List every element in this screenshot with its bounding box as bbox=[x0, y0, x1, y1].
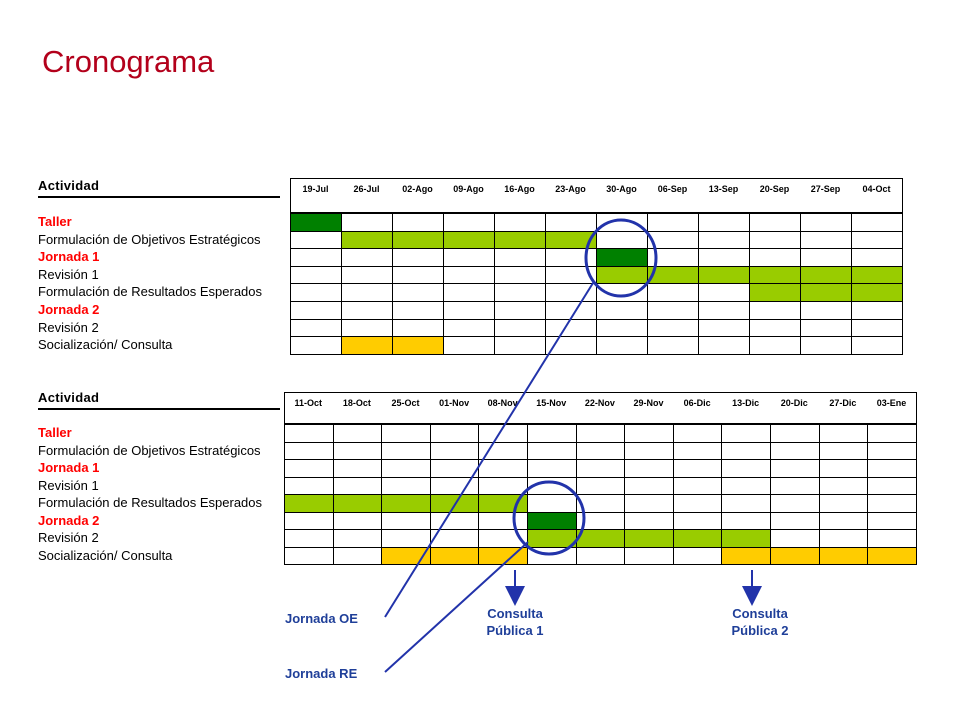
page-title: Cronograma bbox=[42, 44, 215, 79]
date-header: 11-Oct bbox=[294, 398, 323, 408]
date-header: 08-Nov bbox=[487, 398, 518, 408]
activity-header: Actividad bbox=[38, 178, 100, 193]
activity-label: Revisión 1 bbox=[38, 266, 99, 282]
date-header: 26-Jul bbox=[353, 184, 380, 194]
activity-label: Jornada 2 bbox=[38, 302, 100, 317]
activity-label: Formulación de Resultados Esperados bbox=[38, 495, 263, 510]
date-header: 16-Ago bbox=[504, 184, 535, 194]
date-header: 20-Dic bbox=[780, 398, 808, 408]
activity-label: Revisión 2 bbox=[38, 319, 99, 335]
label-jornada-re: Jornada RE bbox=[285, 666, 358, 681]
date-header: 15-Nov bbox=[536, 398, 567, 408]
activity-label: Formulación de Objetivos Estratégicos bbox=[38, 231, 261, 247]
date-header: 23-Ago bbox=[555, 184, 586, 194]
date-header: 27-Dic bbox=[829, 398, 857, 408]
date-header: 09-Ago bbox=[453, 184, 484, 194]
connector-line-oe bbox=[385, 283, 593, 617]
date-header: 27-Sep bbox=[810, 184, 841, 194]
activity-label: Socialización/ Consulta bbox=[38, 547, 173, 563]
activity-label: Formulación de Resultados Esperados bbox=[38, 284, 263, 300]
highlight-circle-jornada-1 bbox=[586, 220, 656, 296]
activity-label: Jornada 1 bbox=[38, 460, 100, 475]
label-line: Pública 2 bbox=[731, 623, 789, 638]
label-line: Consulta bbox=[732, 606, 788, 621]
label-line: Consulta bbox=[487, 606, 543, 621]
activity-label: Jornada 1 bbox=[38, 249, 100, 265]
date-header: 25-Oct bbox=[391, 398, 420, 408]
activity-label: Revisión 1 bbox=[38, 477, 99, 493]
label-jornada-oe: Jornada OE bbox=[285, 611, 358, 626]
date-header: 03-Ene bbox=[876, 398, 907, 408]
date-header: 01-Nov bbox=[439, 398, 470, 408]
activity-label: Taller bbox=[38, 425, 72, 440]
activity-label: Socialización/ Consulta bbox=[38, 337, 173, 353]
label-consulta-publica-2 bbox=[710, 605, 810, 639]
highlight-circle-jornada-2 bbox=[514, 482, 584, 554]
date-header: 29-Nov bbox=[633, 398, 664, 408]
date-header: 06-Dic bbox=[683, 398, 711, 408]
activity-label: Taller bbox=[38, 214, 72, 229]
date-header: 13-Sep bbox=[708, 184, 739, 194]
date-header: 13-Dic bbox=[732, 398, 760, 408]
date-header: 19-Jul bbox=[302, 184, 329, 194]
date-header: 30-Ago bbox=[606, 184, 637, 194]
date-header: 22-Nov bbox=[584, 398, 615, 408]
date-header: 18-Oct bbox=[342, 398, 371, 408]
label-line: Pública 1 bbox=[486, 623, 544, 638]
date-header: 06-Sep bbox=[657, 184, 688, 194]
activity-label: Formulación de Objetivos Estratégicos bbox=[38, 442, 261, 458]
label-consulta-publica-1 bbox=[465, 605, 565, 639]
date-header: 20-Sep bbox=[759, 184, 790, 194]
date-header: 04-Oct bbox=[862, 184, 891, 194]
activity-header: Actividad bbox=[38, 390, 100, 405]
activity-label: Jornada 2 bbox=[38, 512, 100, 528]
activity-label: Revisión 2 bbox=[38, 530, 99, 545]
date-header: 02-Ago bbox=[402, 184, 433, 194]
